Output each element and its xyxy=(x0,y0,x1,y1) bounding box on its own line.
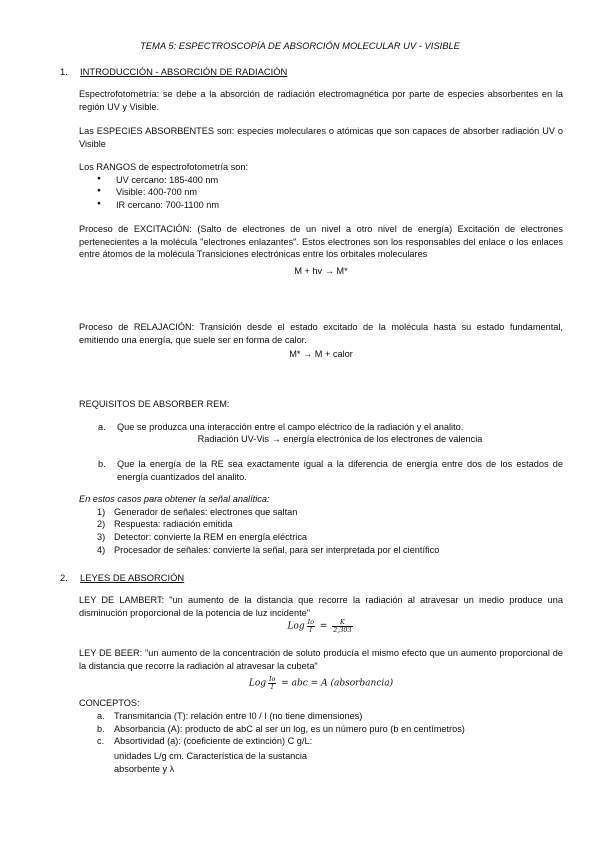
formula-log: Log xyxy=(248,678,266,689)
formula-equals: = xyxy=(319,621,328,632)
list-text: Generador de señales: electrones que saltan xyxy=(114,506,298,517)
formula-fraction xyxy=(307,619,315,633)
requirement-a-mark: a. xyxy=(98,422,106,432)
formula-rest: = abc = A (absorbancia) xyxy=(281,678,394,689)
list-item xyxy=(79,518,563,531)
list-text: Detector: convierte la REM en energía eléctrica xyxy=(114,532,308,543)
concept-c-line-3: absorbente y λ xyxy=(114,764,175,774)
list-marker: 3) xyxy=(97,532,106,543)
list-text: Absortividad (a): (coeficiente de extinción) C g/L: xyxy=(114,736,313,747)
list-item xyxy=(79,506,563,519)
paragraph-especies-absorbentes: Las ESPECIES ABSORBENTES son: especies moleculares o atómicas que son capaces de absorber radiación UV o Visible xyxy=(79,126,563,149)
list-item xyxy=(79,531,563,544)
concepts-items xyxy=(79,710,563,748)
ranges-list xyxy=(79,174,563,212)
signal-steps-list xyxy=(79,506,563,557)
list-marker: 1) xyxy=(97,506,106,517)
list-marker: 2) xyxy=(97,519,106,530)
list-item xyxy=(79,544,563,557)
paragraph-ley-lambert: LEY DE LAMBERT: "un aumento de la distancia que recorre la radiación al atravesar un medio produce una disminución proporcional de la potencia de luz incidente" xyxy=(79,595,563,618)
concepts-list xyxy=(79,710,563,748)
list-text: Absorbancia (A): producto de abC al ser un log, es un número puro (b en centímetros) xyxy=(114,723,465,734)
list-marker: c. xyxy=(97,736,105,747)
relaxation-equation: M* → M + calor xyxy=(289,349,353,359)
list-item: ● Visible: 400-700 nm xyxy=(79,186,563,199)
formula-denominator: I xyxy=(270,682,274,691)
beer-formula xyxy=(79,676,563,690)
list-marker: b. xyxy=(97,723,105,734)
requirement-a-text: Que se produzca una interacción entre el campo eléctrico de la radiación y el analito. xyxy=(117,422,464,432)
section-2-heading xyxy=(60,572,184,585)
paragraph-relajacion: Proceso de RELAJACIÓN: Transición desde el estado excitado de la molécula hasta su estado fundamental, emitiendo una energía, que suele ser en forma de calor. xyxy=(79,322,563,345)
formula-log: Log xyxy=(287,621,305,632)
formula-fraction xyxy=(268,676,276,690)
list-marker: a. xyxy=(97,711,105,721)
requirements-heading: REQUISITOS DE ABSORBER REM: xyxy=(79,399,230,409)
paragraph-excitacion: Proceso de EXCITACIÓN: (Salto de electrones de un nivel a otro nivel de energía) Excitación de electrones pertenecientes a la molécula "electrones enlazantes". Estos electrones son los responsables del enlace o los enlaces entre átomos de la molécula Transiciones electrónicas entre los orbitales moleculares xyxy=(79,224,563,260)
signal-block xyxy=(79,493,563,556)
list-item xyxy=(79,723,563,736)
list-item xyxy=(79,710,563,723)
list-item xyxy=(79,735,563,748)
list-text: Transmitancia (T): relación entre I0 / I (no tiene dimensiones) xyxy=(114,711,363,721)
list-item: ● IR cercano: 700-1100 nm xyxy=(79,199,563,212)
concepts-heading: CONCEPTOS: xyxy=(79,698,140,708)
paragraph-espectrofotometria: Espectrofotometría: se debe a la absorción de radiación electromagnética por parte de especies absorbentes en la región UV y Visible. xyxy=(79,89,563,112)
formula-numerator: Io xyxy=(307,618,314,626)
excitation-equation: M + hv → M* xyxy=(294,266,348,276)
section-1-number: 1. xyxy=(60,66,68,77)
signal-intro: En estos casos para obtener la señal analítica: xyxy=(79,494,270,504)
formula-fraction xyxy=(332,619,352,633)
formula-denominator: I xyxy=(309,625,313,634)
requirement-b-mark: b. xyxy=(98,459,106,469)
list-text: Procesador de señales: convierte la señal, para ser interpretada por el científico xyxy=(114,544,440,555)
formula-numerator: Io xyxy=(269,675,276,683)
concept-c-line-2: unidades L/g cm. Característica de la sustancia xyxy=(114,751,308,761)
section-1-heading xyxy=(60,66,287,79)
requirement-b-text: Que la energía de la RE sea exactamente igual a la diferencia de energía entre dos de los estados de energía cuantizados del analito. xyxy=(117,459,563,482)
ranges-intro: Los RANGOS de espectrofotometría son: xyxy=(79,162,249,172)
list-marker: 4) xyxy=(97,544,106,555)
section-1-title: INTRODUCCIÓN - ABSORCIÓN DE RADIACIÓN xyxy=(80,66,288,77)
section-2-title: LEYES DE ABSORCIÓN xyxy=(80,572,185,583)
section-2-number: 2. xyxy=(60,572,68,583)
formula-numerator: K xyxy=(332,619,352,627)
requirement-a-subline: Radiación UV-Vis → energía electrónica de los electrones de valencia xyxy=(197,434,483,444)
ranges-block xyxy=(79,161,563,212)
formula-denominator: 2,303 xyxy=(333,625,352,634)
list-text: Respuesta: radiación emitida xyxy=(114,519,233,530)
lambert-formula xyxy=(79,619,563,633)
paragraph-ley-beer: LEY DE BEER: "un aumento de la concentración de soluto producía el mismo efecto que un aumento proporcional de la distancia que recorre la radiación al atravesar la cubeta" xyxy=(79,648,563,671)
document-title: TEMA 5: ESPECTROSCOPÍA DE ABSORCIÓN MOLECULAR UV - VISIBLE xyxy=(140,40,460,51)
list-item: ● UV cercano: 185-400 nm xyxy=(79,174,563,187)
